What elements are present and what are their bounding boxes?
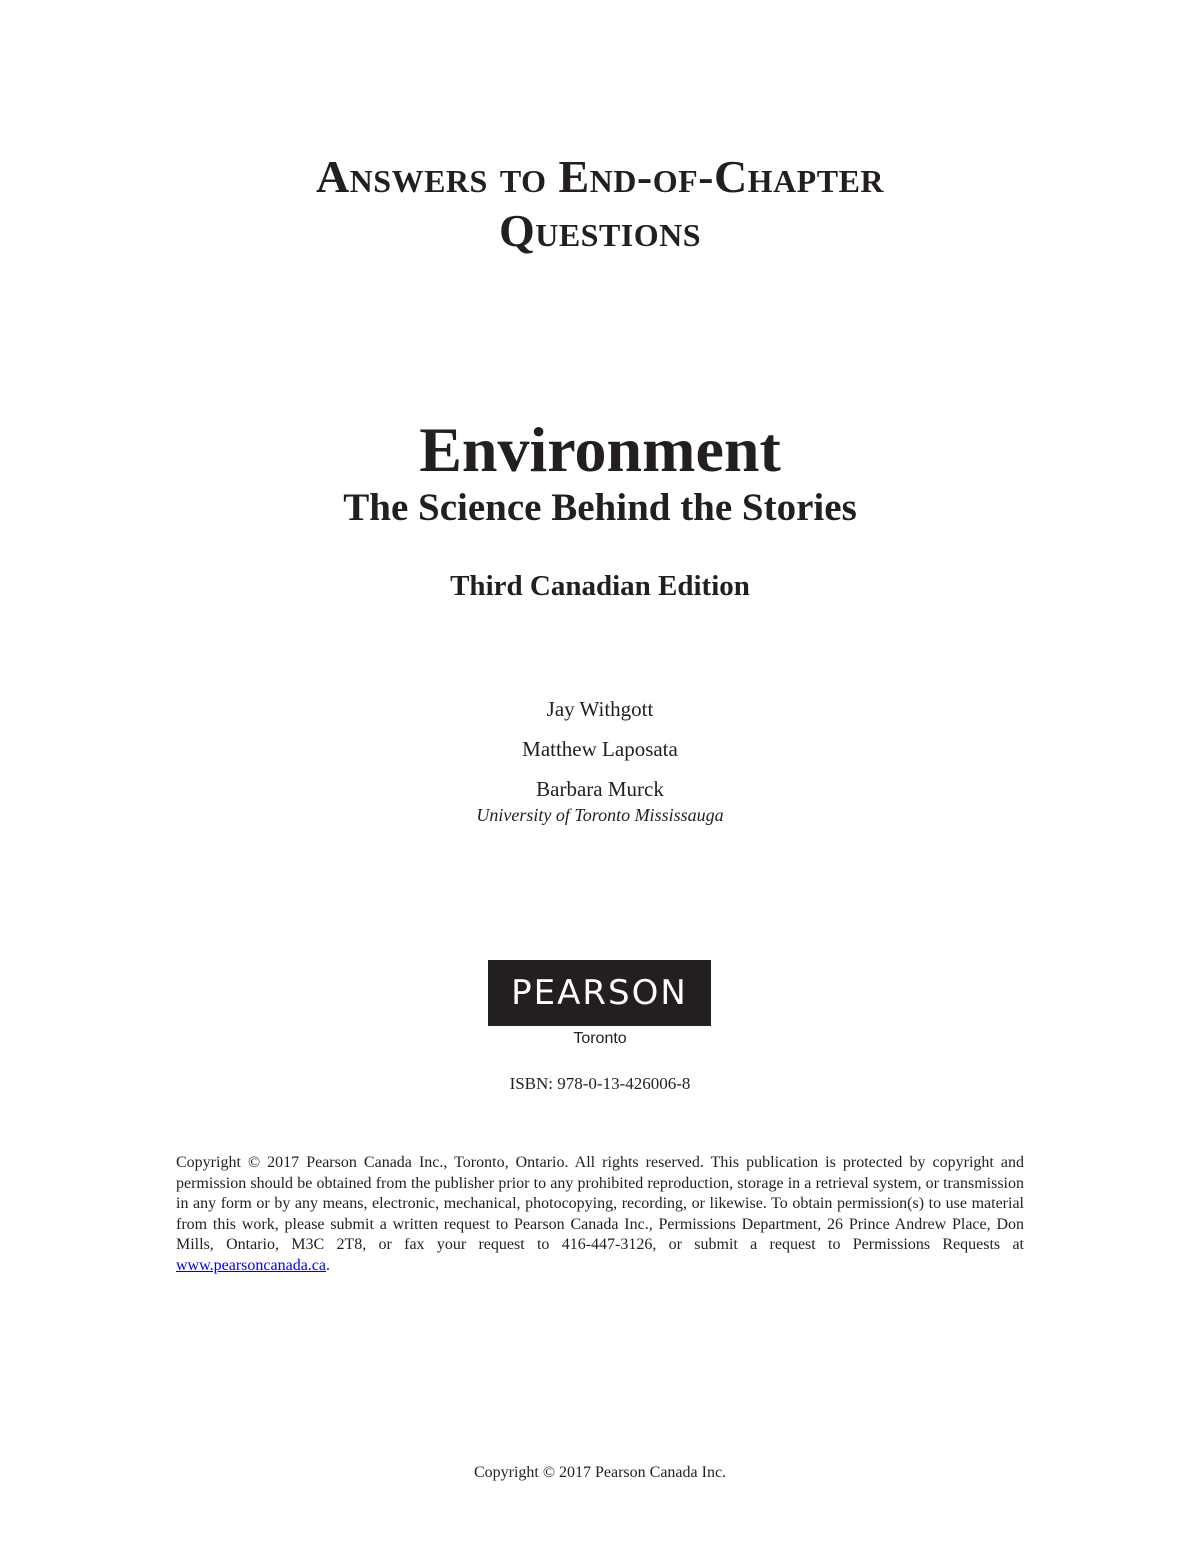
book-subtitle: The Science Behind the Stories	[343, 486, 857, 529]
heading-line-1: Answers to End-of-Chapter	[315, 151, 885, 202]
copyright-notice-text: Copyright © 2017 Pearson Canada Inc., Toronto, Ontario. All rights reserved. This publication is protected by copyright and permission should be obtained from the publisher prior to any prohibited reproduction, storage in a retrieval system, or transmission in any form or by any means, electronic, mechanical, photocopying, recording, or likewise. To obtain permission(s) to use material from this work, please submit a written request to Pearson Canada Inc., Permissions Department, 26 Prince Andrew Place, Don Mills, Ontario, M3C 2T8, or fax your request to 416-447-3126, or submit a request to Permissions Requests at	[176, 1154, 1024, 1254]
book-edition: Third Canadian Edition	[450, 570, 750, 602]
page-footer: Copyright © 2017 Pearson Canada Inc.	[473, 1464, 727, 1481]
copyright-notice-end: .	[326, 1256, 330, 1274]
author-name: Jay Withgott	[546, 697, 654, 721]
isbn: ISBN: 978-0-13-426006-8	[509, 1074, 691, 1093]
document-heading	[0, 150, 1200, 258]
book-title: Environment	[419, 414, 781, 485]
publisher-city: Toronto	[573, 1030, 627, 1047]
publisher-logo-text: PEARSON	[511, 973, 688, 1013]
heading-line-2: Questions	[498, 205, 702, 256]
publisher-logo	[488, 960, 711, 1026]
author-name: Barbara Murck	[536, 777, 664, 801]
publisher-website-link[interactable]: www.pearsoncanada.ca	[176, 1256, 326, 1274]
author-affiliation: University of Toronto Mississauga	[476, 805, 724, 825]
author-name: Matthew Laposata	[522, 737, 678, 761]
copyright-notice	[176, 1153, 1024, 1277]
